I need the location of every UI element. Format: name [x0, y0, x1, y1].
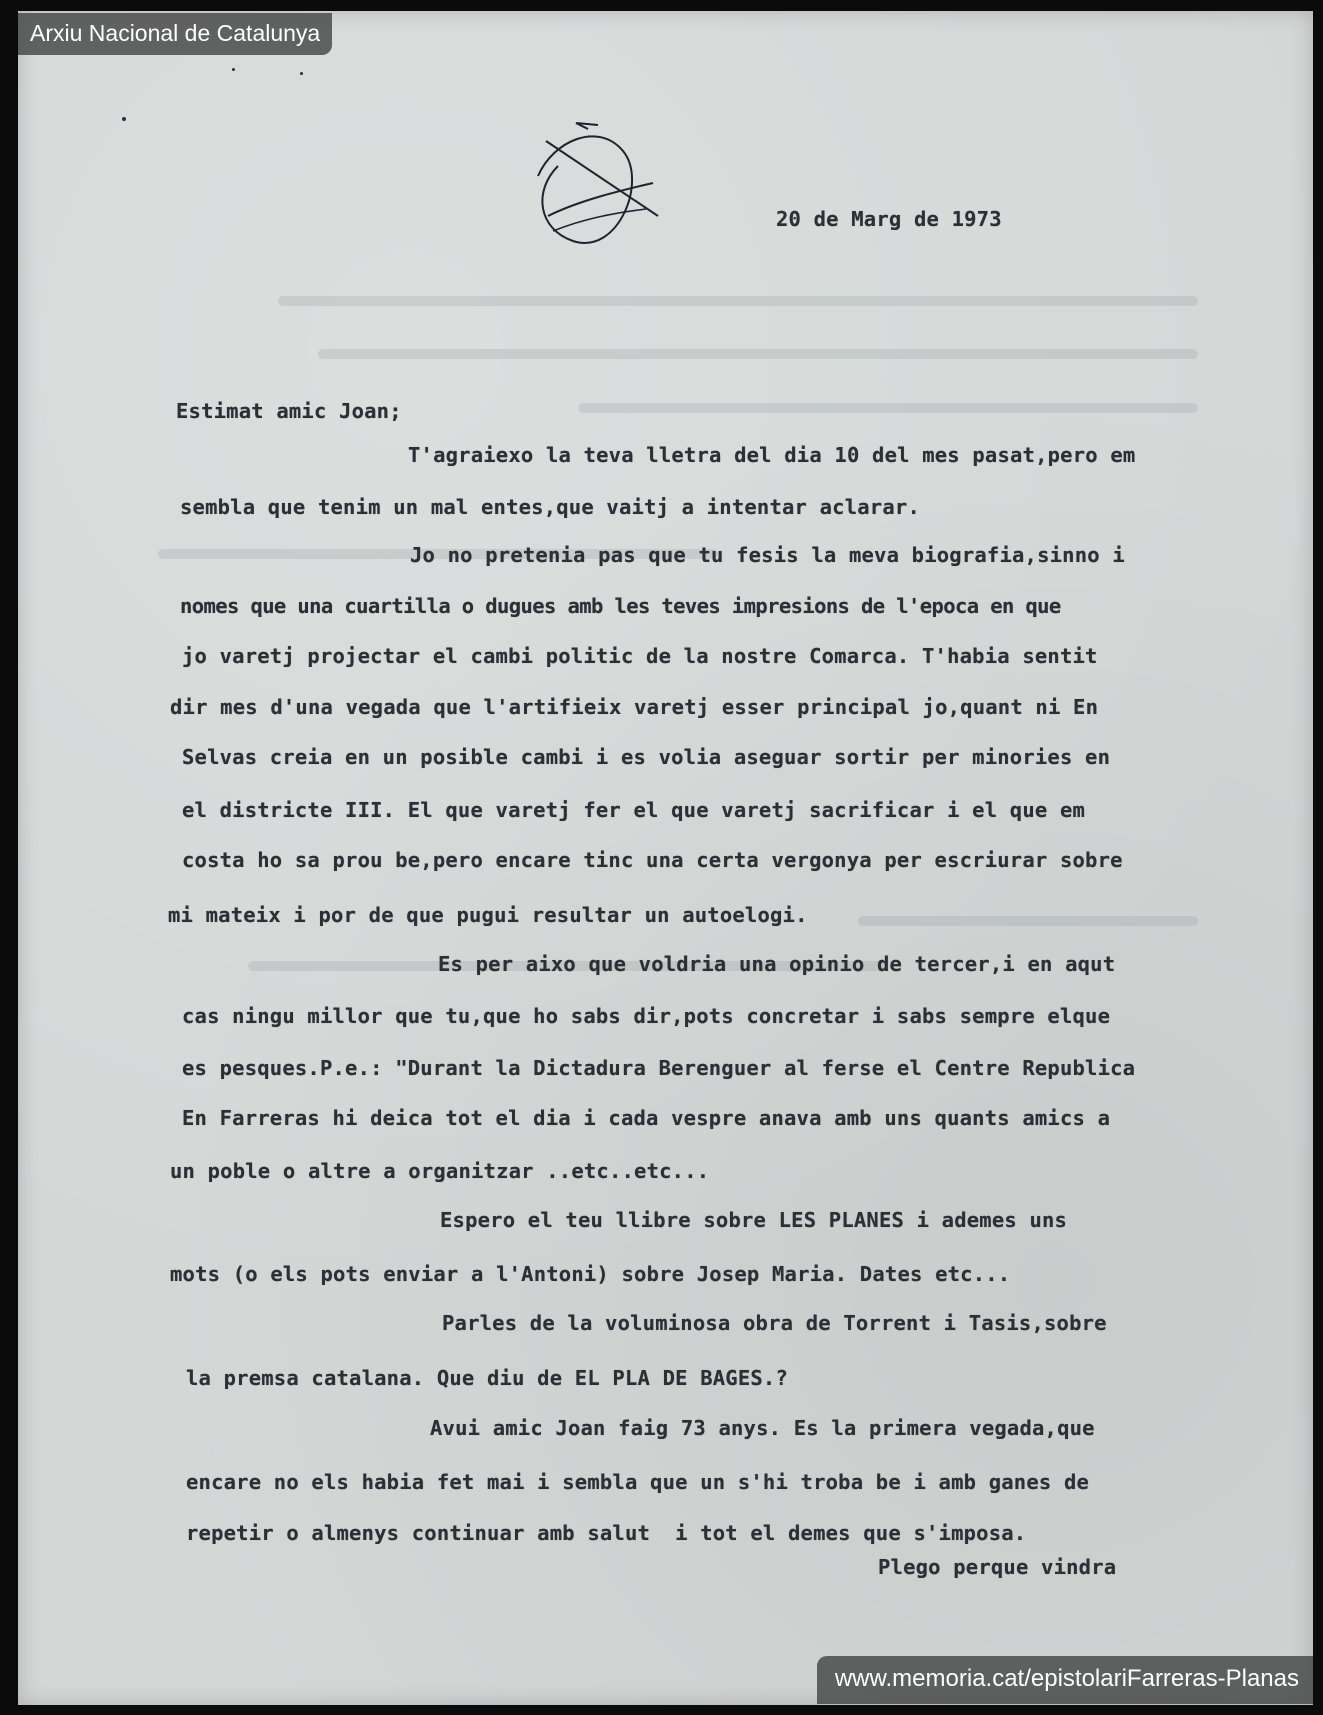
archive-watermark: Arxiu Nacional de Catalunya	[18, 13, 332, 55]
letter-closing: Plego perque vindra	[878, 1555, 1117, 1579]
bleed-through-line	[858, 916, 1198, 926]
letter-body-line: mi mateix i por de que pugui resultar un autoelogi.	[168, 903, 808, 927]
letter-body-line: la premsa catalana. Que diu de EL PLA DE BAGES.?	[186, 1366, 789, 1390]
letter-body-line: nomes que una cuartilla o dugues amb les teves impresions de l'epoca en que	[180, 594, 1061, 618]
letter-body-line: En Farreras hi deica tot el dia i cada vespre anava amb uns quants amics a	[182, 1106, 1111, 1130]
bleed-through-line	[578, 403, 1198, 413]
letter-body-line: Selvas creia en un posible cambi i es volia aseguar sortir per minories en	[182, 745, 1111, 769]
source-url-watermark[interactable]: www.memoria.cat/epistolariFarreras-Planas	[817, 1656, 1313, 1704]
letter-body-line: jo varetj projectar el cambi politic de la nostre Comarca. T'habia sentit	[182, 644, 1098, 668]
ink-speck	[300, 72, 303, 75]
ink-speck	[232, 68, 235, 71]
letter-body-line: Parles de la voluminosa obra de Torrent i Tasis,sobre	[442, 1311, 1107, 1335]
handwritten-mark	[528, 121, 668, 271]
letter-body-line: dir mes d'una vegada que l'artifieix varetj esser principal jo,quant ni En	[170, 695, 1099, 719]
letter-body-line: sembla que tenim un mal entes,que vaitj a intentar aclarar.	[180, 495, 920, 519]
letter-body-line: mots (o els pots enviar a l'Antoni) sobre Josep Maria. Dates etc...	[170, 1262, 1011, 1286]
letter-body-line: un poble o altre a organitzar ..etc..etc...	[170, 1159, 710, 1183]
ink-speck	[122, 117, 126, 121]
letter-body-line: el districte III. El que varetj fer el que varetj sacrificar i el que em	[182, 798, 1086, 822]
letter-body-line: Es per aixo que voldria una opinio de tercer,i en aqut	[438, 952, 1116, 976]
letter-body-line: es pesques.P.e.: "Durant la Dictadura Berenguer al ferse el Centre Republica	[182, 1056, 1136, 1080]
letter-salutation: Estimat amic Joan;	[176, 399, 402, 423]
letter-body-line: Avui amic Joan faig 73 anys. Es la primera vegada,que	[430, 1416, 1095, 1440]
letter-body-line: repetir o almenys continuar amb salut i tot el demes que s'imposa.	[186, 1521, 1027, 1545]
letter-body-line: costa ho sa prou be,pero encare tinc una certa vergonya per escriurar sobre	[182, 848, 1123, 872]
letter-body-line: cas ningu millor que tu,que ho sabs dir,pots concretar i sabs sempre elque	[182, 1004, 1111, 1028]
letter-date: 20 de Marg de 1973	[776, 207, 1002, 231]
letter-body-line: encare no els habia fet mai i sembla que un s'hi troba be i amb ganes de	[186, 1470, 1090, 1494]
letter-body-line: T'agraiexo la teva lletra del dia 10 del mes pasat,pero em	[408, 443, 1136, 467]
letter-body-line: Jo no pretenia pas que tu fesis la meva biografia,sinno i	[410, 543, 1125, 567]
letter-body-line: Espero el teu llibre sobre LES PLANES i ademes uns	[440, 1208, 1068, 1232]
bleed-through-line	[278, 296, 1198, 306]
bleed-through-line	[318, 349, 1198, 359]
